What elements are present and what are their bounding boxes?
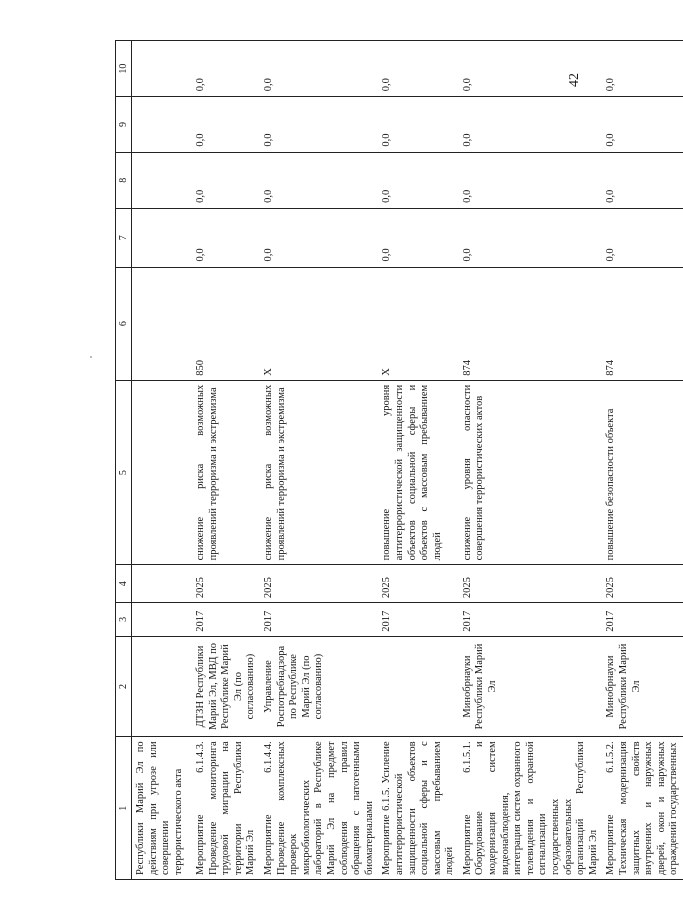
table-row [260,41,378,880]
code-cell: X [378,267,459,380]
start-year-cell [132,603,193,637]
value-cell: 0,0 [260,97,378,152]
measure-cell: Республики Марий Эл по действиям при угрозе или совершении террористического акта [132,737,193,880]
value-cell: 0,0 [378,97,459,152]
result-cell: повышение безопасности объекта [602,380,683,565]
end-year-cell: 2025 [378,565,459,603]
value-cell: 0,0 [602,97,683,152]
start-year-cell: 2017 [260,603,378,637]
end-year-cell: 2025 [602,565,683,603]
end-year-cell: 2025 [260,565,378,603]
column-header: 10 [116,41,132,97]
result-cell: снижение риска возможных проявлений терроризма и экстремизма [260,380,378,565]
start-year-cell: 2017 [378,603,459,637]
table-row [602,41,683,880]
column-header: 1 [116,737,132,880]
value-cell [132,97,193,152]
column-header: 8 [116,152,132,208]
page-number: 42 [567,73,582,87]
result-cell: повышение уровня антитеррористической защищенности объектов социальной сферы и объектов с массовым пребыванием людей [378,380,459,565]
value-cell: 0,0 [192,152,260,208]
result-cell: снижение риска возможных проявлений терроризма и экстремизма [192,380,260,565]
end-year-cell [132,565,193,603]
column-header: 3 [116,603,132,637]
result-cell: снижение уровня опасности совершения террористических актов [459,380,603,565]
measure-cell: Мероприятие 6.1.5.2. Техническая модернизация защитных свойств внутренних и наружных дверей, окон и наружных ограждений государственных [602,737,683,880]
code-cell: 874 [459,267,603,380]
column-header: 9 [116,97,132,152]
table-row [378,41,459,880]
value-cell: 0,0 [602,152,683,208]
table-row [192,41,260,880]
column-header: 7 [116,208,132,267]
measure-cell: Мероприятие 6.1.4.4. Проведение комплексных проверок микробиологических лабораторий в Республике Марий Эл на предмет соблюдения правил обращения с патогенными биоматериалами [260,737,378,880]
value-cell: 0,0 [378,208,459,267]
value-cell [132,152,193,208]
measure-cell: Мероприятие 6.1.5.1. Оборудование и модернизация систем видеонаблюдения, интеграция систем охранного телевидения и охранной сигнализации государственных образовательных организаций Республики Марий Эл [459,737,603,880]
value-cell: 0,0 [602,208,683,267]
scan-speck [90,356,92,358]
value-cell: 0,0 [260,152,378,208]
executor-cell: Минобрнауки Республики Марий Эл [459,636,603,737]
measure-cell: Мероприятие 6.1.4.3. Проведение мониторинга трудовой миграции на территории Республики Марий Эл [192,737,260,880]
start-year-cell: 2017 [602,603,683,637]
executor-cell: ДТЗН Республики Марий Эл, МВД по Республике Марий Эл (по согласованию) [192,636,260,737]
end-year-cell: 2025 [459,565,603,603]
value-cell [132,208,193,267]
rotated-table-container [115,40,680,880]
measure-cell: Мероприятие 6.1.5. Усиление антитеррористической защищенности объектов социальной сферы и с массовым пребыванием людей [378,737,459,880]
executor-cell: Минобрнауки Республики Марий Эл [602,636,683,737]
executor-cell [378,636,459,737]
executor-cell: Управление Роспотребнадзора по Республике Марий Эл (по согласованию) [260,636,378,737]
column-number-row [116,41,132,880]
table-row [459,41,603,880]
value-cell: 0,0 [192,97,260,152]
end-year-cell: 2025 [192,565,260,603]
start-year-cell: 2017 [459,603,603,637]
value-cell [132,41,193,97]
start-year-cell: 2017 [192,603,260,637]
column-header: 5 [116,380,132,565]
value-cell: 0,0 [459,41,603,97]
executor-cell [132,636,193,737]
code-cell: X [260,267,378,380]
value-cell: 0,0 [459,152,603,208]
code-cell [132,267,193,380]
value-cell: 0,0 [459,208,603,267]
value-cell: 0,0 [459,97,603,152]
column-header: 6 [116,267,132,380]
table-row [132,41,193,880]
column-header: 4 [116,565,132,603]
value-cell: 0,0 [192,208,260,267]
value-cell: 0,0 [260,208,378,267]
value-cell: 0,0 [260,41,378,97]
program-measures-table [115,40,683,880]
result-cell [132,380,193,565]
value-cell: 0,0 [602,41,683,97]
value-cell: 0,0 [378,41,459,97]
value-cell: 0,0 [192,41,260,97]
column-header: 2 [116,636,132,737]
code-cell: 874 [602,267,683,380]
code-cell: 850 [192,267,260,380]
value-cell: 0,0 [378,152,459,208]
